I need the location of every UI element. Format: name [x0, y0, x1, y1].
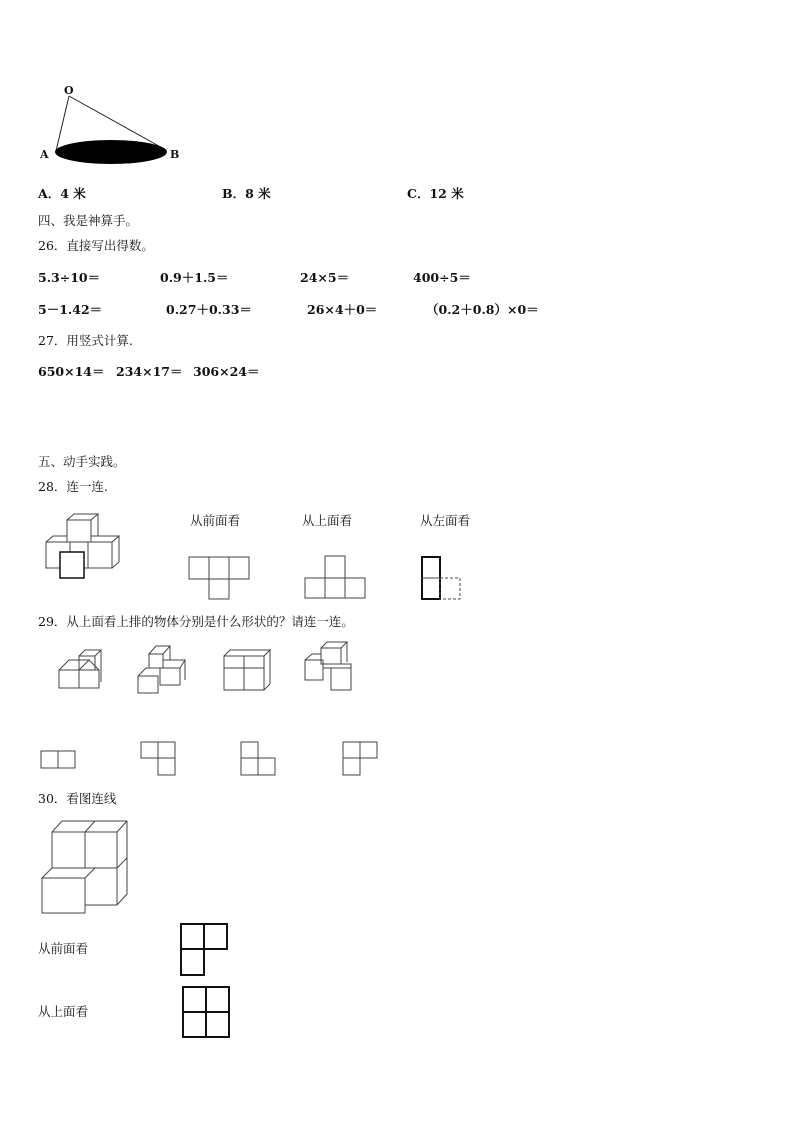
- q30-prompt: 30．看图连线: [38, 791, 117, 806]
- q26-prompt: 26．直接写出得数。: [38, 238, 154, 253]
- q26-item: （0.2＋0.8）×0＝: [426, 302, 539, 317]
- option-a[interactable]: A．4 米: [38, 186, 86, 201]
- q29-prompt: 29．从上面看上排的物体分别是什么形状的？请连一连。: [38, 614, 354, 629]
- q28-view-left: 从左面看: [420, 513, 471, 528]
- q28-view-top: 从上面看: [302, 513, 353, 528]
- option-b[interactable]: B．8 米: [222, 186, 271, 201]
- q26-item: 24×5＝: [300, 270, 350, 285]
- cone-apex-label: O: [64, 84, 74, 97]
- cone-point-b-label: B: [170, 148, 180, 161]
- q30-front-label: 从前面看: [38, 941, 89, 956]
- q26-item: 5.3÷10＝: [38, 270, 101, 285]
- q27-item: 306×24＝: [193, 364, 260, 379]
- q30-top-label: 从上面看: [38, 1004, 89, 1019]
- q28-prompt: 28．连一连.: [38, 479, 108, 494]
- section-four-title: 四、我是神算手。: [38, 213, 139, 228]
- q26-item: 0.27＋0.33＝: [166, 302, 252, 317]
- q27-prompt: 27．用竖式计算.: [38, 333, 133, 348]
- section-five-title: 五、动手实践。: [38, 454, 126, 469]
- option-c[interactable]: C．12 米: [407, 186, 464, 201]
- cone-point-a-label: A: [40, 148, 49, 161]
- q26-item: 400÷5＝: [413, 270, 471, 285]
- q27-item: 650×14＝: [38, 364, 105, 379]
- q27-item: 234×17＝: [116, 364, 183, 379]
- q26-item: 5－1.42＝: [38, 302, 103, 317]
- q26-item: 26×4＋0＝: [307, 302, 378, 317]
- q30-view-shapes: [0, 0, 260, 1060]
- q26-item: 0.9＋1.5＝: [160, 270, 229, 285]
- q28-view-front: 从前面看: [190, 513, 241, 528]
